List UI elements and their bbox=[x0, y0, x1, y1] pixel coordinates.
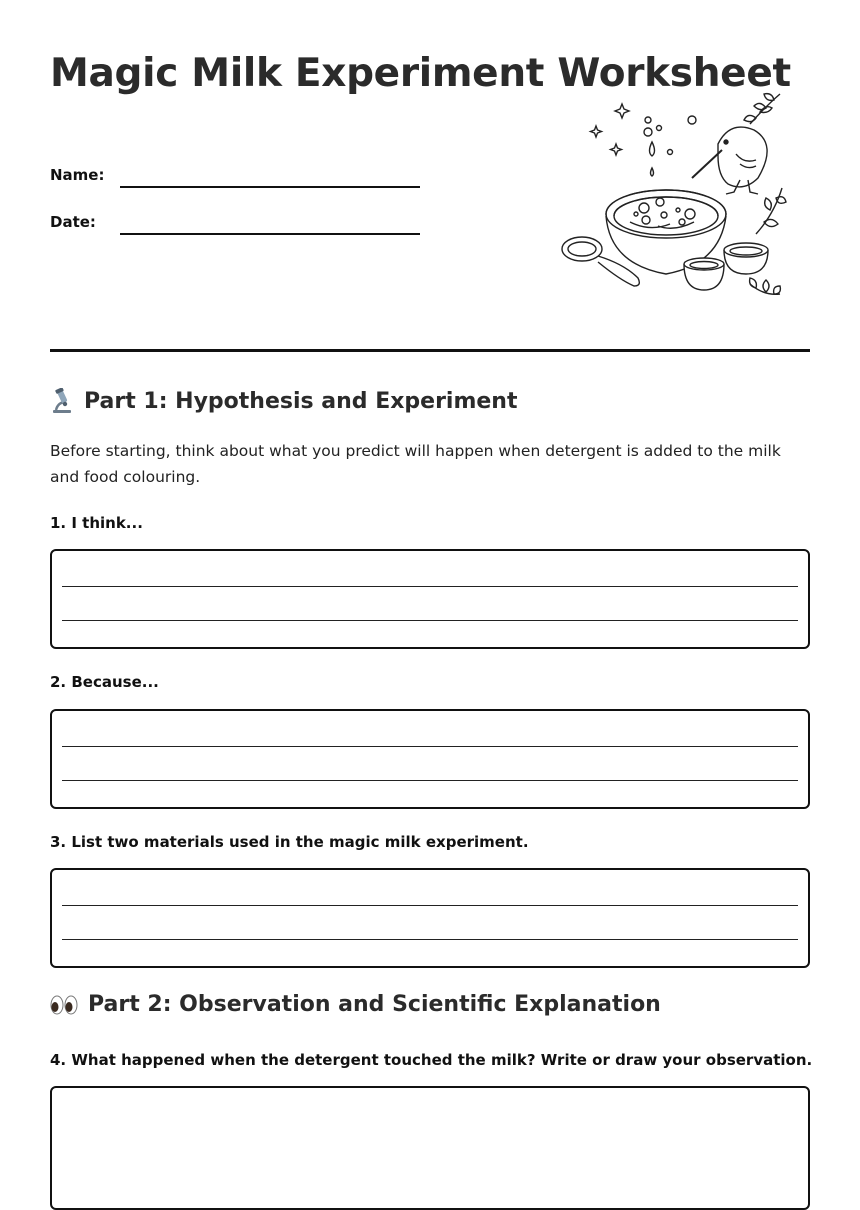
answer-rule bbox=[62, 586, 798, 587]
date-label: Date: bbox=[50, 213, 96, 231]
part1-intro: Before starting, think about what you predict will happen when detergent is added to the milk and food colouring. bbox=[50, 442, 781, 486]
part1-heading bbox=[50, 388, 518, 414]
answer-box-4[interactable] bbox=[50, 1086, 810, 1210]
question-3: 3. List two materials used in the magic milk experiment. bbox=[50, 833, 529, 851]
header-divider bbox=[50, 349, 810, 352]
worksheet-title: Magic Milk Experiment Worksheet bbox=[50, 51, 791, 96]
question-4: 4. What happened when the detergent touched the milk? Write or draw your observation. bbox=[50, 1051, 813, 1069]
part1-heading-text: Part 1: Hypothesis and Experiment bbox=[84, 388, 518, 414]
question-2: 2. Because... bbox=[50, 673, 159, 691]
question-1: 1. I think... bbox=[50, 514, 143, 532]
answer-rule bbox=[62, 746, 798, 747]
name-label: Name: bbox=[50, 166, 105, 184]
part2-heading-text: Part 2: Observation and Scientific Explanation bbox=[88, 992, 661, 1017]
answer-rule bbox=[62, 620, 798, 621]
eyes-icon bbox=[50, 994, 78, 1016]
name-line[interactable] bbox=[120, 186, 420, 188]
part2-heading bbox=[50, 992, 661, 1017]
kiwi-milk-illustration bbox=[560, 84, 792, 308]
answer-box-3[interactable] bbox=[50, 868, 810, 968]
answer-rule bbox=[62, 939, 798, 940]
answer-rule bbox=[62, 905, 798, 906]
date-line[interactable] bbox=[120, 233, 420, 235]
answer-box-2[interactable] bbox=[50, 709, 810, 809]
answer-rule bbox=[62, 780, 798, 781]
answer-box-1[interactable] bbox=[50, 549, 810, 649]
microscope-icon bbox=[50, 388, 74, 414]
